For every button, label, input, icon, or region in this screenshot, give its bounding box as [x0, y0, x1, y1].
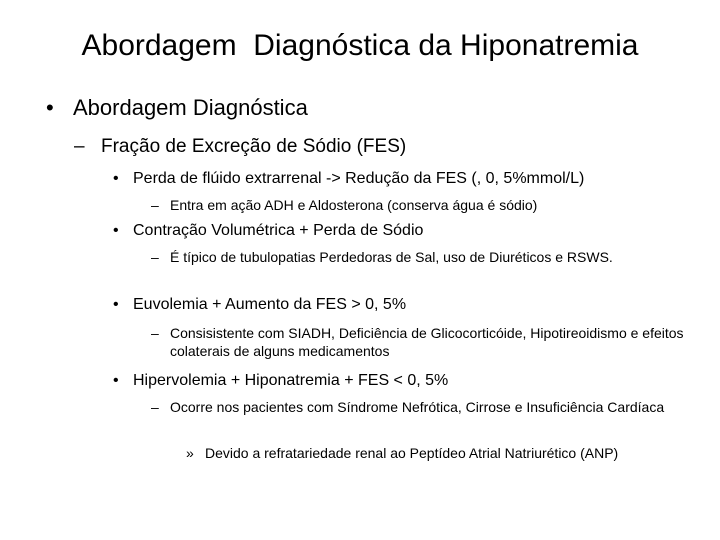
bullet-dash-icon: –: [151, 399, 159, 415]
bullet-point-2: [113, 220, 693, 242]
bullet-dash-icon: –: [151, 325, 159, 341]
bullet-point-4-subsub-text: Devido a refratariedade renal ao Peptídeo Atrial Natriurético (ANP): [205, 445, 619, 461]
bullet-point-2-sub: [151, 248, 691, 266]
bullet-point-2-text: Contração Volumétrica + Perda de Sódio: [133, 222, 424, 239]
bullet-point-4: [113, 370, 693, 392]
bullet-point-4-text: Hipervolemia + Hiponatremia + FES < 0, 5%: [133, 372, 449, 389]
bullet-point-3-text: Euvolemia + Aumento da FES > 0, 5%: [133, 296, 407, 313]
bullet-dot-icon: •: [113, 222, 119, 239]
bullet-double-chevron-icon: »: [186, 445, 194, 461]
bullet-point-1-sub-text: Entra em ação ADH e Aldosterona (conserva água é sódio): [170, 197, 538, 213]
bullet-dash-icon: –: [74, 136, 85, 157]
bullet-point-3-sub-text: Consisistente com SIADH, Deficiência de Glicocorticóide, Hipotireoidismo e efeitos colaterais de alguns medicamentos: [170, 325, 684, 359]
bullet-section-text: Fração de Excreção de Sódio (FES): [101, 136, 407, 157]
bullet-main-text: Abordagem Diagnóstica: [73, 95, 308, 120]
bullet-dot-icon: •: [113, 372, 119, 389]
bullet-point-1: [113, 168, 693, 190]
bullet-dash-icon: –: [151, 197, 159, 213]
bullet-dot-icon: •: [46, 95, 54, 120]
bullet-point-4-sub: [151, 398, 691, 416]
bullet-point-3-sub: [151, 324, 691, 360]
bullet-main: [46, 94, 686, 122]
bullet-point-2-sub-text: É típico de tubulopatias Perdedoras de Sal, uso de Diuréticos e RSWS.: [170, 249, 613, 265]
bullet-point-1-sub: [151, 196, 691, 214]
bullet-dash-icon: –: [151, 249, 159, 265]
slide-title: Abordagem Diagnóstica da Hiponatremia: [81, 29, 639, 62]
bullet-point-3: [113, 294, 693, 316]
bullet-dot-icon: •: [113, 170, 119, 187]
bullet-section: [74, 134, 694, 159]
bullet-point-1-text: Perda de flúido extrarrenal -> Redução da FES (, 0, 5%mmol/L): [133, 170, 585, 187]
bullet-point-4-subsub: [186, 444, 686, 462]
bullet-point-4-sub-text: Ocorre nos pacientes com Síndrome Nefrótica, Cirrose e Insuficiência Cardíaca: [170, 399, 665, 415]
bullet-dot-icon: •: [113, 296, 119, 313]
